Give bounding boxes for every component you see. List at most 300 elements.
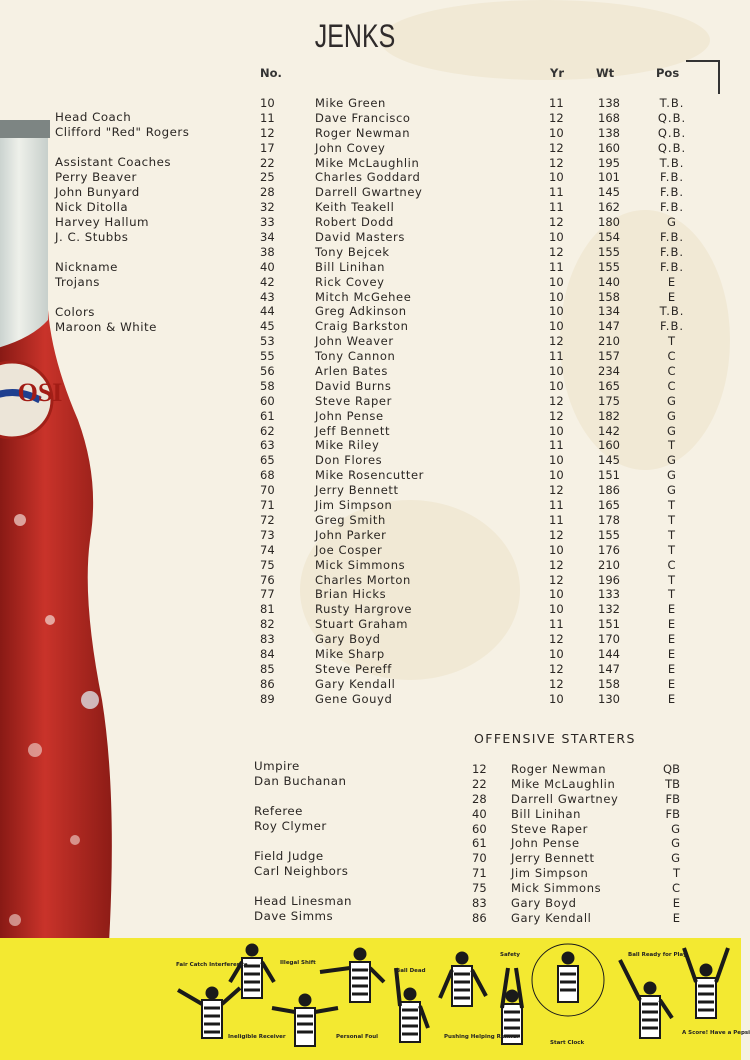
player-number: 82 (260, 617, 275, 632)
starter-row (0, 836, 741, 851)
header-wt: Wt (596, 66, 615, 80)
player-position: T.B. (659, 96, 685, 110)
starter-row (0, 866, 741, 881)
starter-name: Bill Linihan (511, 806, 582, 821)
player-name: Jim Simpson (315, 498, 393, 513)
player-number: 76 (260, 572, 275, 587)
roster-row (0, 379, 741, 394)
player-name: Mike Green (315, 96, 386, 110)
player-name: John Covey (315, 140, 386, 155)
starter-position: G (671, 851, 680, 866)
player-name: Greg Smith (315, 512, 386, 527)
player-year: 10 (549, 587, 564, 602)
player-name: Bill Linihan (315, 259, 386, 274)
starter-row (0, 762, 741, 777)
starter-name: Roger Newman (511, 762, 607, 776)
starter-position: G (671, 836, 680, 851)
roster-row (0, 364, 741, 379)
player-name: Brian Hicks (315, 587, 387, 602)
player-number: 53 (260, 334, 275, 349)
player-number: 86 (260, 676, 275, 691)
roster-row (0, 543, 741, 558)
player-year: 11 (549, 512, 564, 527)
player-year: 12 (549, 244, 564, 259)
player-name: Tony Bejcek (315, 244, 390, 259)
player-year: 12 (549, 572, 564, 587)
player-year: 10 (549, 423, 564, 438)
player-position: E (667, 617, 677, 632)
player-weight: 154 (598, 230, 620, 245)
starter-row (0, 851, 741, 866)
player-name: Stuart Graham (315, 617, 409, 632)
player-position: E (667, 289, 677, 304)
player-number: 84 (260, 646, 275, 661)
player-name: Steve Pereff (315, 661, 392, 676)
signal-label: Ball Dead (396, 968, 426, 974)
player-year: 11 (549, 617, 564, 632)
roster-row (0, 617, 741, 632)
player-weight: 210 (598, 557, 620, 572)
official-role: Field Judge (254, 849, 324, 863)
player-position: T (667, 527, 677, 542)
player-number: 89 (260, 691, 275, 706)
player-name: Jeff Bennett (315, 423, 391, 438)
player-weight: 165 (598, 498, 620, 513)
starter-name: John Pense (511, 836, 580, 851)
starter-row (0, 822, 741, 837)
starter-row (0, 911, 741, 926)
assistant-coach: Perry Beaver (55, 170, 137, 184)
player-year: 11 (549, 96, 564, 110)
player-name: John Parker (315, 527, 387, 542)
player-name: Rusty Hargrove (315, 602, 413, 617)
player-weight: 162 (598, 200, 620, 215)
player-number: 58 (260, 378, 275, 393)
starter-number: 28 (472, 791, 487, 806)
player-number: 56 (260, 364, 275, 379)
offensive-starters-title: OFFENSIVE STARTERS (474, 731, 636, 746)
player-weight: 160 (598, 140, 620, 155)
starter-name: Darrell Gwartney (511, 791, 619, 806)
player-position: F.B. (660, 200, 684, 215)
referee-figure (178, 987, 240, 1038)
player-weight: 145 (598, 185, 620, 200)
assistant-coach: Harvey Hallum (55, 215, 150, 229)
player-weight: 140 (598, 274, 620, 289)
player-position: E (667, 676, 677, 691)
bottle-label-text: OSI (17, 378, 63, 407)
player-number: 38 (260, 244, 275, 259)
player-name: John Pense (315, 408, 384, 423)
player-position: F.B. (660, 185, 684, 200)
player-name: Tony Cannon (315, 349, 396, 364)
player-weight: 134 (598, 304, 620, 319)
starter-name: Mick Simmons (511, 881, 602, 896)
player-name: Mike McLaughlin (315, 155, 420, 170)
roster-row (0, 498, 741, 513)
starter-name: Mike McLaughlin (511, 776, 616, 791)
player-year: 12 (549, 155, 564, 170)
roster-row (0, 483, 741, 498)
player-weight: 138 (598, 125, 620, 140)
player-year: 10 (549, 542, 564, 557)
player-position: T (667, 542, 677, 557)
starter-row (0, 792, 741, 807)
player-name: Don Flores (315, 453, 383, 468)
starter-position: FB (665, 791, 680, 806)
player-weight: 168 (598, 110, 620, 125)
player-weight: 151 (598, 468, 620, 483)
player-number: 11 (260, 110, 275, 125)
starter-position: TB (665, 776, 680, 791)
player-position: C (667, 349, 677, 364)
player-year: 10 (549, 170, 564, 185)
header-no: No. (260, 66, 282, 80)
starter-row (0, 777, 741, 792)
assistant-coaches-label: Assistant Coaches (55, 155, 172, 169)
player-weight: 178 (598, 512, 620, 527)
player-position: T (667, 587, 677, 602)
roster-row (0, 304, 741, 319)
player-name: Robert Dodd (315, 215, 394, 230)
player-position: G (667, 408, 677, 423)
starter-row (0, 807, 741, 822)
player-number: 63 (260, 438, 275, 453)
player-weight: 132 (598, 602, 620, 617)
roster-row (0, 290, 741, 305)
player-weight: 138 (598, 96, 620, 110)
player-position: T (667, 512, 677, 527)
starter-number: 40 (472, 806, 487, 821)
player-position: T (667, 334, 677, 349)
player-year: 12 (549, 110, 564, 125)
player-number: 61 (260, 408, 275, 423)
player-name: Joe Cosper (315, 542, 383, 557)
player-number: 25 (260, 170, 275, 185)
player-number: 73 (260, 527, 275, 542)
player-number: 45 (260, 319, 275, 334)
roster-row (0, 513, 741, 528)
player-year: 10 (549, 125, 564, 140)
player-number: 71 (260, 498, 275, 513)
signal-label: Personal Foul (336, 1034, 379, 1040)
player-number: 43 (260, 289, 275, 304)
player-weight: 170 (598, 632, 620, 647)
starter-number: 83 (472, 896, 487, 911)
player-number: 70 (260, 483, 275, 498)
starter-position: E (672, 910, 680, 925)
player-year: 12 (549, 393, 564, 408)
colors-value: Maroon & White (55, 320, 157, 334)
roster-row (0, 558, 741, 573)
player-position: E (667, 632, 677, 647)
player-weight: 144 (598, 646, 620, 661)
colors-label: Colors (55, 305, 95, 319)
player-name: Jerry Bennett (315, 483, 399, 498)
player-name: David Burns (315, 378, 392, 393)
player-year: 10 (549, 304, 564, 319)
player-number: 44 (260, 304, 275, 319)
player-name: John Weaver (315, 334, 394, 349)
starter-number: 86 (472, 910, 487, 925)
player-name: Mick Simmons (315, 557, 406, 572)
player-weight: 130 (598, 691, 620, 706)
official-name: Dave Simms (254, 909, 334, 923)
player-position: G (667, 393, 677, 408)
player-position: C (667, 378, 677, 393)
player-position: E (667, 691, 677, 706)
roster-row (0, 275, 741, 290)
player-number: 62 (260, 423, 275, 438)
roster-row (0, 141, 741, 156)
roster-row (0, 424, 741, 439)
referee-figure (684, 948, 728, 1018)
starter-position: C (671, 881, 680, 896)
roster-row (0, 528, 741, 543)
head-coach-name: Clifford "Red" Rogers (55, 125, 190, 139)
player-weight: 142 (598, 423, 620, 438)
player-position: F.B. (660, 170, 684, 185)
player-number: 17 (260, 140, 275, 155)
player-name: Steve Raper (315, 393, 392, 408)
corner-mark (686, 60, 720, 94)
roster-row (0, 573, 741, 588)
player-year: 12 (549, 661, 564, 676)
official-name: Dan Buchanan (254, 774, 347, 788)
player-year: 10 (549, 364, 564, 379)
player-number: 72 (260, 512, 275, 527)
player-year: 12 (549, 408, 564, 423)
player-number: 81 (260, 602, 275, 617)
player-position: T (667, 498, 677, 513)
player-name: Mike Riley (315, 438, 380, 453)
header-pos: Pos (656, 66, 680, 80)
player-position: G (667, 453, 677, 468)
player-name: Dave Francisco (315, 110, 411, 125)
player-year: 10 (549, 468, 564, 483)
official-role: Umpire (254, 759, 300, 773)
player-year: 12 (549, 215, 564, 230)
player-number: 55 (260, 349, 275, 364)
player-year: 12 (549, 557, 564, 572)
player-position: C (667, 557, 677, 572)
starter-number: 22 (472, 776, 487, 791)
player-position: C (667, 364, 677, 379)
player-weight: 180 (598, 215, 620, 230)
player-year: 10 (549, 453, 564, 468)
roster-row (0, 692, 741, 707)
official-name: Roy Clymer (254, 819, 327, 833)
player-year: 12 (549, 483, 564, 498)
player-number: 12 (260, 125, 275, 140)
player-number: 40 (260, 259, 275, 274)
player-name: Gary Kendall (315, 676, 396, 691)
roster-row (0, 662, 741, 677)
starter-number: 60 (472, 821, 487, 836)
roster-row (0, 453, 741, 468)
player-name: Darrell Gwartney (315, 185, 423, 200)
player-weight: 160 (598, 438, 620, 453)
player-number: 28 (260, 185, 275, 200)
roster-row (0, 334, 741, 349)
player-year: 10 (549, 378, 564, 393)
player-year: 11 (549, 349, 564, 364)
player-year: 10 (549, 289, 564, 304)
player-position: E (667, 646, 677, 661)
player-year: 12 (549, 676, 564, 691)
player-name: Mike Rosencutter (315, 468, 424, 483)
player-number: 85 (260, 661, 275, 676)
player-number: 77 (260, 587, 275, 602)
assistant-coach: Nick Ditolla (55, 200, 129, 214)
roster-row (0, 587, 741, 602)
player-name: Keith Teakell (315, 200, 395, 215)
player-number: 74 (260, 542, 275, 557)
referee-figure (502, 968, 522, 1044)
player-weight: 165 (598, 378, 620, 393)
player-position: F.B. (660, 230, 684, 245)
starter-name: Gary Kendall (511, 910, 592, 925)
player-year: 10 (549, 602, 564, 617)
signal-label: Illegal Shift (280, 960, 316, 966)
official-name: Carl Neighbors (254, 864, 349, 878)
player-weight: 147 (598, 661, 620, 676)
starter-number: 75 (472, 881, 487, 896)
signal-label: Start Clock (550, 1040, 585, 1046)
player-number: 68 (260, 468, 275, 483)
player-weight: 182 (598, 408, 620, 423)
signal-label: Fair Catch Interference (176, 962, 248, 968)
player-year: 11 (549, 185, 564, 200)
player-position: G (667, 468, 677, 483)
signal-label: Pushing Helping Runner (444, 1034, 520, 1040)
player-weight: 234 (598, 364, 620, 379)
roster-row (0, 96, 741, 111)
player-number: 34 (260, 230, 275, 245)
player-number: 22 (260, 155, 275, 170)
referee-figure (532, 944, 604, 1016)
player-weight: 133 (598, 587, 620, 602)
starter-name: Gary Boyd (511, 896, 577, 911)
roster-row (0, 677, 741, 692)
player-year: 12 (549, 334, 564, 349)
starter-number: 12 (472, 762, 487, 776)
starter-name: Jerry Bennett (511, 851, 595, 866)
player-name: Rick Covey (315, 274, 385, 289)
roster-row (0, 409, 741, 424)
page-title: JENKS (314, 18, 396, 54)
player-number: 65 (260, 453, 275, 468)
starter-number: 61 (472, 836, 487, 851)
player-weight: 195 (598, 155, 620, 170)
player-weight: 101 (598, 170, 620, 185)
roster-row (0, 245, 741, 260)
player-position: T.B. (659, 304, 685, 319)
starter-row (0, 896, 741, 911)
starter-name: Steve Raper (511, 821, 588, 836)
player-weight: 151 (598, 617, 620, 632)
player-position: T.B. (659, 155, 685, 170)
referee-figure (320, 948, 384, 1002)
player-name: Mike Sharp (315, 646, 385, 661)
player-number: 32 (260, 200, 275, 215)
assistant-coach: J. C. Stubbs (55, 230, 129, 244)
player-weight: 155 (598, 244, 620, 259)
player-name: Roger Newman (315, 125, 411, 140)
starter-position: QB (663, 762, 680, 776)
starter-name: Jim Simpson (511, 866, 589, 881)
starter-position: E (672, 896, 680, 911)
player-number: 42 (260, 274, 275, 289)
player-weight: 176 (598, 542, 620, 557)
player-name: Greg Adkinson (315, 304, 407, 319)
player-position: E (667, 274, 677, 289)
player-position: E (667, 602, 677, 617)
roster-row (0, 468, 741, 483)
starter-number: 70 (472, 851, 487, 866)
official-role: Referee (254, 804, 303, 818)
player-year: 12 (549, 527, 564, 542)
official-role: Head Linesman (254, 894, 353, 908)
player-name: Gary Boyd (315, 632, 381, 647)
player-position: Q.B. (657, 125, 687, 140)
referee-signals-band (0, 938, 750, 1060)
player-weight: 175 (598, 393, 620, 408)
player-weight: 196 (598, 572, 620, 587)
player-year: 10 (549, 319, 564, 334)
player-year: 10 (549, 691, 564, 706)
player-year: 11 (549, 438, 564, 453)
player-number: 83 (260, 632, 275, 647)
player-position: Q.B. (657, 140, 687, 155)
player-year: 11 (549, 200, 564, 215)
player-name: David Masters (315, 230, 405, 245)
player-position: G (667, 215, 677, 230)
nickname-value: Trojans (55, 275, 100, 289)
player-name: Mitch McGehee (315, 289, 412, 304)
player-weight: 155 (598, 259, 620, 274)
player-year: 10 (549, 230, 564, 245)
player-number: 10 (260, 96, 275, 110)
player-year: 11 (549, 259, 564, 274)
roster-row (0, 349, 741, 364)
player-position: Q.B. (657, 110, 687, 125)
signal-label: A Score! Have a Pepsi (682, 1030, 750, 1036)
player-year: 10 (549, 274, 564, 289)
nickname-label: Nickname (55, 260, 118, 274)
assistant-coach: John Bunyard (55, 185, 140, 199)
player-number: 60 (260, 393, 275, 408)
player-position: E (667, 661, 677, 676)
starter-position: T (672, 866, 680, 881)
signal-label: Ineligible Receiver (228, 1034, 286, 1040)
player-position: G (667, 423, 677, 438)
player-year: 11 (549, 498, 564, 513)
player-name: Craig Barkston (315, 319, 409, 334)
player-name: Arlen Bates (315, 364, 388, 379)
player-name: Charles Goddard (315, 170, 421, 185)
offensive-starters-list (0, 762, 741, 926)
starter-number: 71 (472, 866, 487, 881)
roster-row (0, 438, 741, 453)
roster-row (0, 632, 741, 647)
player-year: 12 (549, 140, 564, 155)
roster-row (0, 647, 741, 662)
player-weight: 147 (598, 319, 620, 334)
player-position: F.B. (660, 319, 684, 334)
player-name: Charles Morton (315, 572, 411, 587)
player-position: F.B. (660, 259, 684, 274)
